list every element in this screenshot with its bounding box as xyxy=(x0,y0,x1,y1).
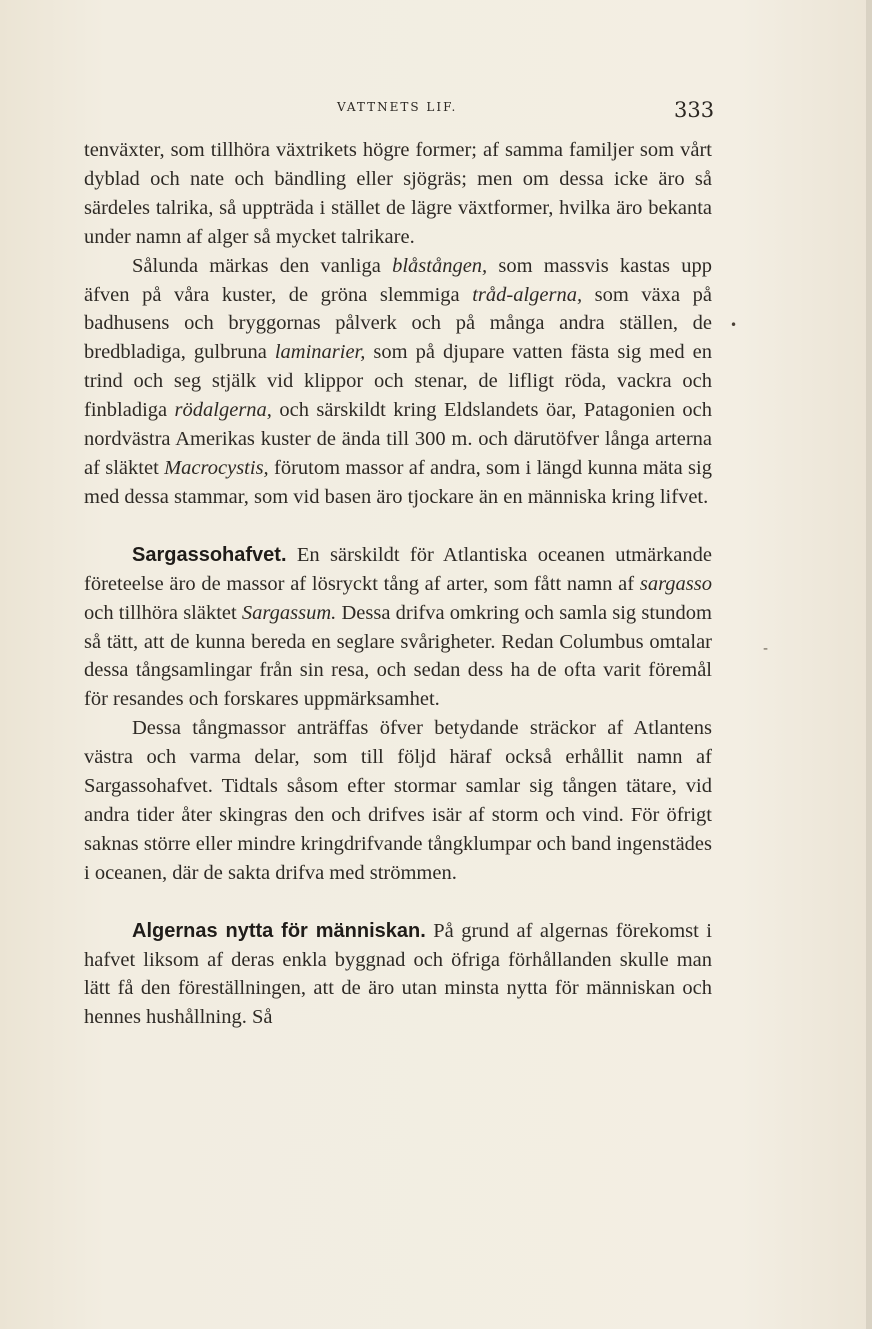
term-macrocystis: Macrocystis, xyxy=(164,456,269,479)
term-tradalgerna: tråd-algerna, xyxy=(472,283,583,306)
running-head xyxy=(0,98,872,128)
body-text xyxy=(84,136,712,1032)
paragraph-sargasso xyxy=(84,541,712,714)
text-run: Dessa drifva omkring och samla sig stundom så tätt, att de kunna bereda en seglare svårigheter. Redan Columbus omtalar dessa tångsamlingar från sin resa, och sedan dess ha de ofta varit föremål för resandes och forskares uppmärksamhet. xyxy=(84,601,712,711)
term-sargasso: sargasso xyxy=(639,572,712,595)
page-number: 333 xyxy=(674,98,715,122)
running-title: VATTNETS LIF. xyxy=(337,100,458,114)
term-rodalgerna: rödalgerna, xyxy=(174,399,272,422)
paragraph-continuation: tenväxter, som tillhöra växtrikets högre former; af samma familjer som vårt dyblad och nate och bändling eller sjögräs; men om dessa icke äro så särdeles talrika, så uppträda i stället de lägre växtformer, hvilka äro bekanta under namn af alger så mycket talrikare. xyxy=(84,139,712,248)
paragraph-algae-kinds xyxy=(84,252,712,512)
text-run: förutom massor af andra, som i längd kunna mäta sig med dessa stammar, som vid basen äro tjockare än en människa kring lifvet. xyxy=(84,456,712,508)
text-run: På grund af algernas förekomst i hafvet liksom af deras enkla byggnad och öfriga förhållanden skulle man lätt få den föreställningen, att de äro utan minsta nytta för människan och hennes hushållning. Så xyxy=(84,919,712,1029)
term-laminarier: laminarier, xyxy=(274,341,366,364)
page-edge xyxy=(866,0,872,1329)
paragraph-tangmassor: Dessa tångmassor anträffas öfver betydande sträckor af Atlantens västra och varma delar, som till följd häraf också erhållit namn af Sargassohafvet. Tidtals såsom efter stormar samlar sig tången tätare, vid andra tider åter skingras den och drifves isär af storm och vind. För öfrigt saknas större eller mindre kringdrifvande tångklumpar och band ingenstädes i oceanen, där de sakta drifva med strömmen. xyxy=(84,717,712,884)
paragraph-nytta xyxy=(84,917,712,1033)
text-run: som massvis kastas upp äfven på våra kuster, de gröna slemmiga xyxy=(84,254,713,306)
term-blastangen: blåstången, xyxy=(392,254,488,277)
margin-mark: • xyxy=(730,318,738,332)
text-run: och särskildt kring Eldslandets öar, Patagonien och nordvästra Amerikas kuster de ända till 300 m. och därutöfver långa arterna af släktet xyxy=(84,399,712,479)
section-heading-sargassohafvet: Sargassohafvet. xyxy=(132,543,287,566)
text-run: och tillhöra släktet xyxy=(84,601,242,624)
margin-dash: - xyxy=(763,641,769,657)
section-heading-algernas-nytta: Algernas nytta för människan. xyxy=(132,919,426,942)
text-run: Sålunda märkas den vanliga xyxy=(132,254,393,277)
term-sargassum: Sargassum. xyxy=(241,601,337,624)
text-run: En särskildt för Atlantiska oceanen utmärkande företeelse äro de massor af lösryckt tång af arter, som fått namn af xyxy=(84,543,712,595)
text-run: som växa på badhusens och bryggornas pålverk och på många andra ställen, de bredbladiga, gulbruna xyxy=(84,283,712,364)
text-run: som på djupare vatten fästa sig med en trind och seg stjälk vid klippor och stenar, de lifligt röda, vackra och finbladiga xyxy=(84,341,712,422)
